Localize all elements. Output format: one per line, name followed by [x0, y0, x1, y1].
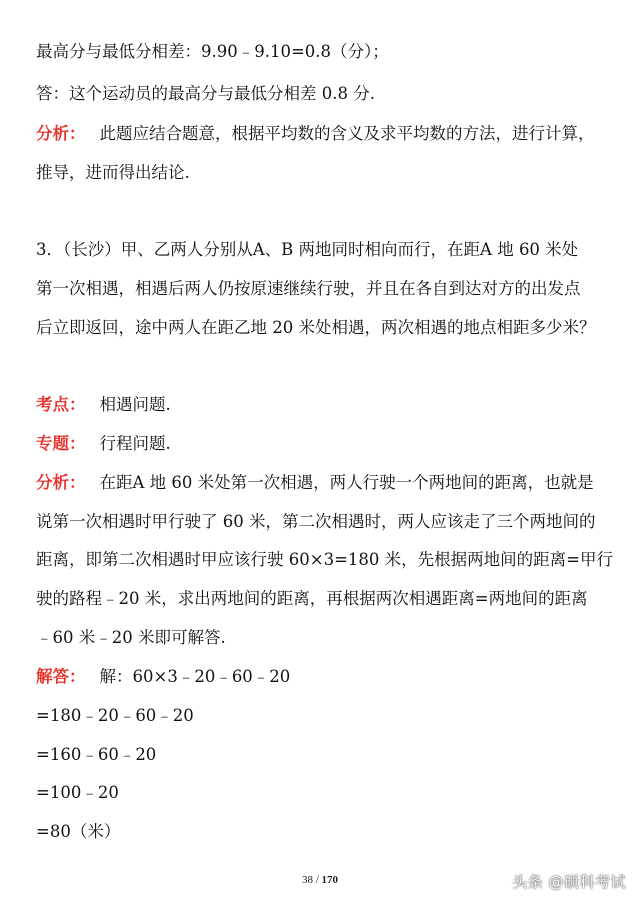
analysis-tag: 分析： — [36, 473, 86, 492]
text-line: 最高分与最低分相差：9.90﹣9.10=0.8（分）； — [36, 42, 389, 61]
text-line: 距离，即第二次相遇时甲应该行驶 60×3=180 米，先根据两地间的距离=甲行 — [36, 550, 613, 569]
page-total: 170 — [321, 874, 339, 886]
analysis-line — [36, 122, 616, 146]
text-line: 驶的路程﹣20 米，求出两地间的距离，再根据两次相遇距离=两地间的距离 — [36, 589, 588, 608]
page-current: 38 — [301, 874, 313, 886]
question-line: 后立即返回，途中两人在距乙地 20 米处相遇，两次相遇的地点相距多少米？ — [36, 318, 596, 337]
analysis-text: 在距A 地 60 米处第一次相遇，两人行驶一个两地间的距离，也就是 — [99, 473, 594, 492]
kaodian-text: 相遇问题. — [99, 395, 171, 414]
solution-line — [36, 665, 616, 689]
text-line: 推导，进而得出结论. — [36, 163, 190, 182]
analysis-line — [36, 471, 616, 495]
equation-line: =160﹣60﹣20 — [36, 745, 157, 764]
question-line: 第一次相遇，相遇后两人仍按原速继续行驶，并且在各自到达对方的出发点 — [36, 279, 581, 298]
analysis-tag: 分析： — [36, 124, 86, 143]
analysis-text: 此题应结合题意，根据平均数的含义及求平均数的方法，进行计算， — [99, 124, 595, 143]
zhuanti-tag: 专题： — [36, 434, 86, 453]
question-line: 3．（长沙）甲、乙两人分别从A、B 两地同时相向而行，在距A 地 60 米处 — [36, 240, 579, 259]
answer-line: 答：这个运动员的最高分与最低分相差 0.8 分. — [36, 84, 375, 103]
solution-text: 解：60×3﹣20﹣60﹣20 — [99, 667, 291, 686]
text-line: 说第一次相遇时甲行驶了 60 米，第二次相遇时，两人应该走了三个两地间的 — [36, 512, 596, 531]
kaodian-line — [36, 393, 616, 417]
solution-tag: 解答： — [36, 667, 86, 686]
watermark: 头条 @硕科考试 — [512, 873, 626, 891]
equation-line: =100﹣20 — [36, 783, 119, 802]
equation-line: =180﹣20﹣60﹣20 — [36, 706, 194, 725]
page-separator: / — [312, 874, 322, 886]
equation-line: =80（米） — [36, 822, 121, 841]
kaodian-tag: 考点： — [36, 395, 86, 414]
zhuanti-line — [36, 432, 616, 456]
zhuanti-text: 行程问题. — [99, 434, 171, 453]
text-line: ﹣60 米﹣20 米即可解答. — [36, 628, 226, 647]
